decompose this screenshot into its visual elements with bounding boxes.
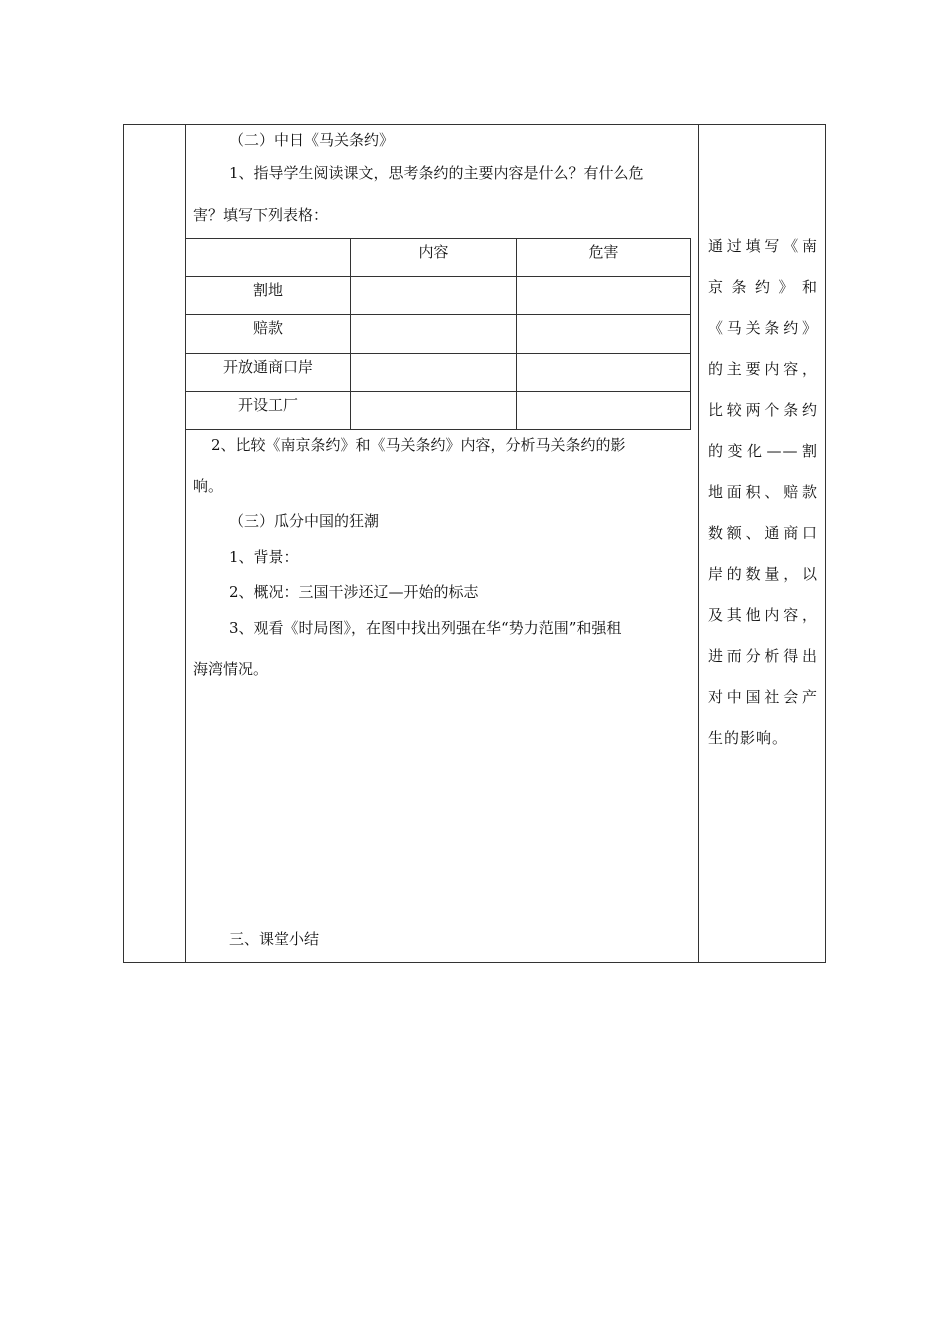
table-row <box>186 391 691 429</box>
section3-item1: 1、背景： <box>229 548 299 566</box>
row-label: 割地 <box>186 277 351 315</box>
harm-cell <box>517 277 691 315</box>
table-header-cell: 内容 <box>351 239 517 277</box>
section2-heading: （二）中日《马关条约》 <box>229 131 395 149</box>
row-label: 开放通商口岸 <box>186 353 351 391</box>
table-header-cell: 危害 <box>517 239 691 277</box>
row-label: 开设工厂 <box>186 391 351 429</box>
section3-heading: （三）瓜分中国的狂潮 <box>229 512 380 530</box>
table-header-cell <box>186 239 351 277</box>
harm-cell <box>517 315 691 353</box>
treaty-fill-table <box>185 238 691 430</box>
class-summary-heading: 三、课堂小结 <box>229 930 320 948</box>
table-row <box>186 353 691 391</box>
harm-cell <box>517 391 691 429</box>
content-cell <box>351 353 517 391</box>
content-cell <box>351 391 517 429</box>
content-cell <box>351 315 517 353</box>
question2-line1: 2、比较《南京条约》和《马关条约》内容，分析马关条约的影 <box>211 436 626 454</box>
question1-line1: 1、指导学生阅读课文，思考条约的主要内容是什么？有什么危 <box>229 164 644 182</box>
teaching-intent-note: 通过填写《南京条约》和《马关条约》的主要内容，比较两个条约的变化——割地面积、赔款数额、通商口岸的数量，以及其他内容，进而分析得出对中国社会产生的影响。 <box>708 237 818 747</box>
question2-line2: 响。 <box>193 477 224 495</box>
section3-item3-line1: 3、观看《时局图》，在图中找出列强在华“势力范围”和强租 <box>229 619 622 637</box>
table-row <box>186 315 691 353</box>
section3-item2: 2、概况：三国干涉还辽—开始的标志 <box>229 583 479 601</box>
content-cell <box>351 277 517 315</box>
table-header-row <box>186 239 691 277</box>
row-label: 赔款 <box>186 315 351 353</box>
column-divider-right <box>698 125 699 962</box>
question1-line2: 害？填写下列表格： <box>193 206 329 224</box>
harm-cell <box>517 353 691 391</box>
table-row <box>186 277 691 315</box>
section3-item3-line2: 海湾情况。 <box>193 660 269 678</box>
